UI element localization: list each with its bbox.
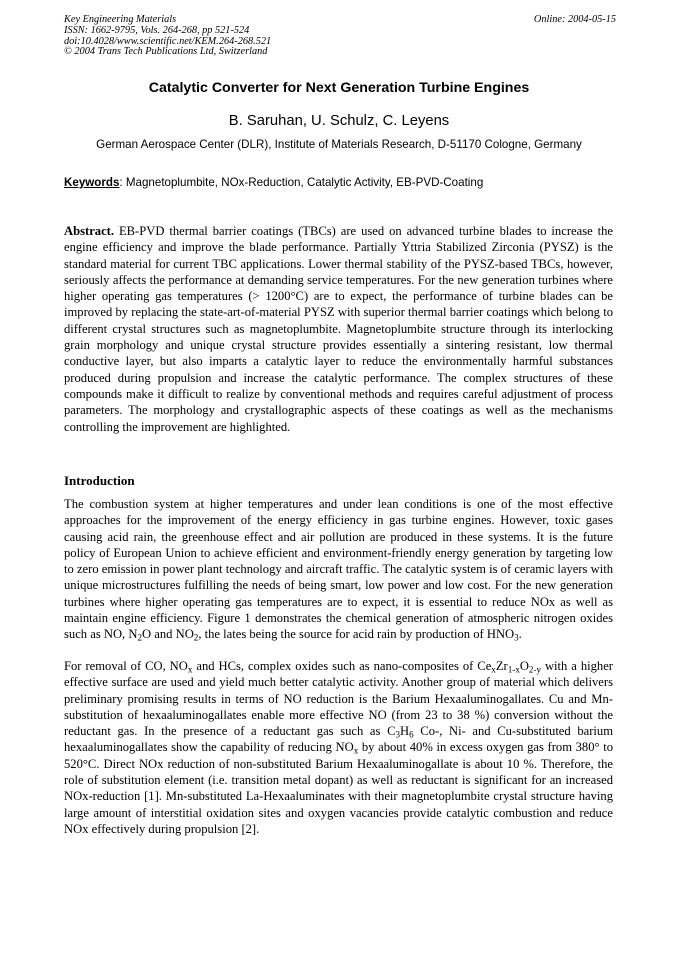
paper-authors: B. Saruhan, U. Schulz, C. Leyens bbox=[228, 113, 450, 129]
copyright-line: © 2004 Trans Tech Publications Ltd, Switzerland bbox=[64, 46, 268, 58]
doi-line[interactable]: doi:10.4028/www.scientific.net/KEM.264-268.521 bbox=[64, 35, 272, 47]
paper-title: Catalytic Converter for Next Generation Turbine Engines bbox=[148, 80, 530, 96]
abstract-label: Abstract. bbox=[64, 224, 115, 238]
paper-affiliation: German Aerospace Center (DLR), Institute of Materials Research, D-51170 Cologne, Germany bbox=[96, 138, 582, 151]
intro-paragraph-2: For removal of CO, $NO_x$ and HCs, complex oxides such as nano-composites of $Ce_xZr_{1-x}O_{2-y}$ with a higher effective surface are used and yield much better catalytic activity. Another group of material which delivers preliminary promising results in terms of NO reduction is the Barium Hexaaluminogallates. Cu and Mn-substitution of hexaaluminogallates enable more effective NO (from 23 to 38 %) conversion without the reductant gas. In the presence of a reductant gas such as $C_3H_6$ Co-, Ni- and Cu-substituted barium hexaaluminogallates show the capability of reducing $NO_x$ by about 40% in excess oxygen gas from 380° to 520°C. Direct NOx reduction of non-substituted Barium Hexaaluminogallate is about 10 %. Therefore, the role of substitution element (i.e. transition metal dopant) as well as reductant is significant for an increased NOx-reduction [1]. Mn-substituted La-Hexaaluminates with their magnetoplumbite crystal structure having large amount of interstitial oxidation sites and oxygen vacancies provide catalytic combustion and reduce NOx effectively during propulsion [2]. bbox=[64, 659, 614, 836]
journal-name: Key Engineering Materials bbox=[64, 14, 177, 25]
section-heading-introduction: Introduction bbox=[64, 473, 135, 488]
keywords-label: Keywords bbox=[64, 176, 120, 189]
journal-header bbox=[64, 15, 464, 58]
abstract-text: EB-PVD thermal barrier coatings (TBCs) are used on advanced turbine blades to increase the engine efficiency and improve the blade performance. Partially Yttria Stabilized Zirconia (PYSZ) is the standard material for current TBC applications. Lower thermal stability of the PYSZ-based TBCs, however, seriously affects the performance at demanding service temperatures. For the new generation turbines where higher operating gas temperatures (> 1200°C) are to expect, the performance of turbine blades can be improved by replacing the state-art-of-material PYSZ with superior thermal barrier coatings which belong to different crystal structures such as magnetoplumbite. Magnetoplumbite structure through its interlocking grain morphology and unique crystal structure provides essentially a sintering resistant, low thermal conductive layer, but also imparts a catalytic layer to reduce the environmentally harmful substances produced during propulsion and increase the catalytic performance. The complex structures of these compounds make it difficult to realize by conventional methods and requires careful adjustment of process parameters. The morphology and crystallographic aspects of these coatings as well as the mechanisms controlling the improvement are highlighted. bbox=[64, 224, 613, 434]
online-date: Online: 2004-05-15 bbox=[533, 14, 616, 25]
keywords-values: : Magnetoplumbite, NOx-Reduction, Catalytic Activity, EB-PVD-Coating bbox=[119, 176, 484, 189]
abstract-paragraph bbox=[64, 223, 613, 435]
issn-line: ISSN: 1662-9795, Vols. 264-268, pp 521-524 bbox=[64, 24, 250, 36]
intro-paragraph-1: The combustion system at higher temperatures and under lean conditions is one of the most effective approaches for the improvement of the energy efficiency in gas turbine engines. However, toxic gases causing acid rain, the greenhouse effect and air pollution are produced in these systems. It is the future policy of European Union to achieve efficient and environment-friendly energy generation by targeting low to zero emission in power plant technology and aircraft traffic. The catalytic system is of ceramic layers with unique microstructures fulfilling the needs of being smart, low power and low cost. For the new generation turbines where higher operating gas temperatures are to expect, it is essential to reduce NOx as well as maintain engine efficiency. Figure 1 demonstrates the chemical generation of atmospheric nitrogen oxides such as NO, $N_2O$ and $NO_2$, the lates being the source for acid rain by production of $HNO_3$. bbox=[64, 497, 613, 643]
keywords-line bbox=[64, 176, 624, 189]
